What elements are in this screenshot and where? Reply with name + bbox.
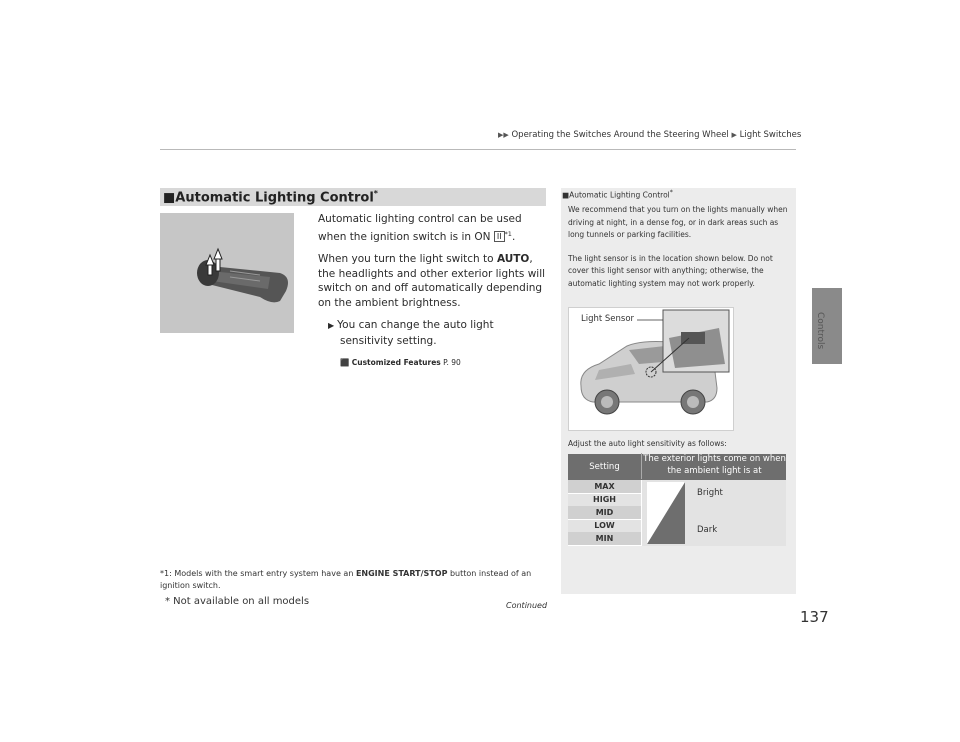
breadcrumb [498, 130, 801, 140]
cross-ref-icon: ⬛ [340, 358, 350, 367]
arrow-bullet-icon: ▶ [328, 321, 335, 330]
section-title: ■Automatic Lighting Control* [163, 189, 378, 206]
footnote-ref[interactable]: *1 [504, 229, 512, 238]
arrow-icon: ▶ [731, 131, 737, 139]
breadcrumb-item[interactable]: Operating the Switches Around the Steering Wheel [511, 130, 729, 140]
paragraph: When you turn the light switch to AUTO, the headlights and other exterior lights will switch on and off automatically depending on the ambient brightness. [318, 253, 546, 309]
bullet-item: ▶ You can change the auto light sensitivity setting. [328, 319, 494, 347]
body-text [318, 212, 548, 371]
table-row: HIGH [568, 493, 641, 507]
bright-label: Bright [697, 488, 723, 498]
column-header-setting: Setting [589, 462, 620, 472]
breadcrumb-item[interactable]: Light Switches [739, 130, 802, 140]
continued-label: Continued [506, 601, 548, 610]
table-row: MAX [568, 480, 641, 494]
square-bullet-icon: ■ [163, 190, 176, 206]
header-divider [160, 149, 796, 150]
sidebar-heading: ■Automatic Lighting Control* [562, 189, 673, 200]
ignition-position-badge: II [494, 231, 505, 242]
note-icon: ■ [562, 190, 570, 200]
sidebar-text: We recommend that you turn on the lights manually when driving at night, in a dense fog, or in dark areas such as long tunnels or parking facilities. The light sensor is in the location shown below. Do not cover this light sensor with anything; otherwise, the automatic lighting system may not work properly. [568, 205, 788, 288]
car-sensor-illustration [568, 307, 734, 431]
table-row: LOW [568, 519, 641, 533]
page-number: 137 [800, 608, 829, 626]
adjust-instruction: Adjust the auto light sensitivity as follows: [568, 439, 727, 448]
availability-note: * Not available on all models [165, 596, 310, 607]
sensitivity-wedge [647, 482, 685, 544]
cross-reference-link[interactable]: ⬛ Customized Features P. 90 [340, 358, 461, 367]
table-row: MID [568, 506, 641, 520]
column-header-exterior-lights: The exterior lights come on when the ambient light is at [641, 453, 787, 479]
light-switch-photo [160, 213, 294, 333]
auto-keyword: AUTO [496, 253, 530, 265]
light-sensor-label: Light Sensor [581, 314, 635, 324]
dark-label: Dark [697, 525, 718, 535]
footnote: *1: Models with the smart entry system have an ENGINE START/STOP button instead of an ignition switch. [160, 569, 532, 590]
double-arrow-icon: ▶▶ [498, 131, 509, 139]
column-divider [641, 480, 642, 546]
chapter-tab-label: Controls [815, 312, 825, 350]
paragraph: Automatic lighting control can be used when the ignition switch is in ON II $^{*1}$. [318, 213, 522, 243]
table-row: MIN [568, 532, 641, 546]
